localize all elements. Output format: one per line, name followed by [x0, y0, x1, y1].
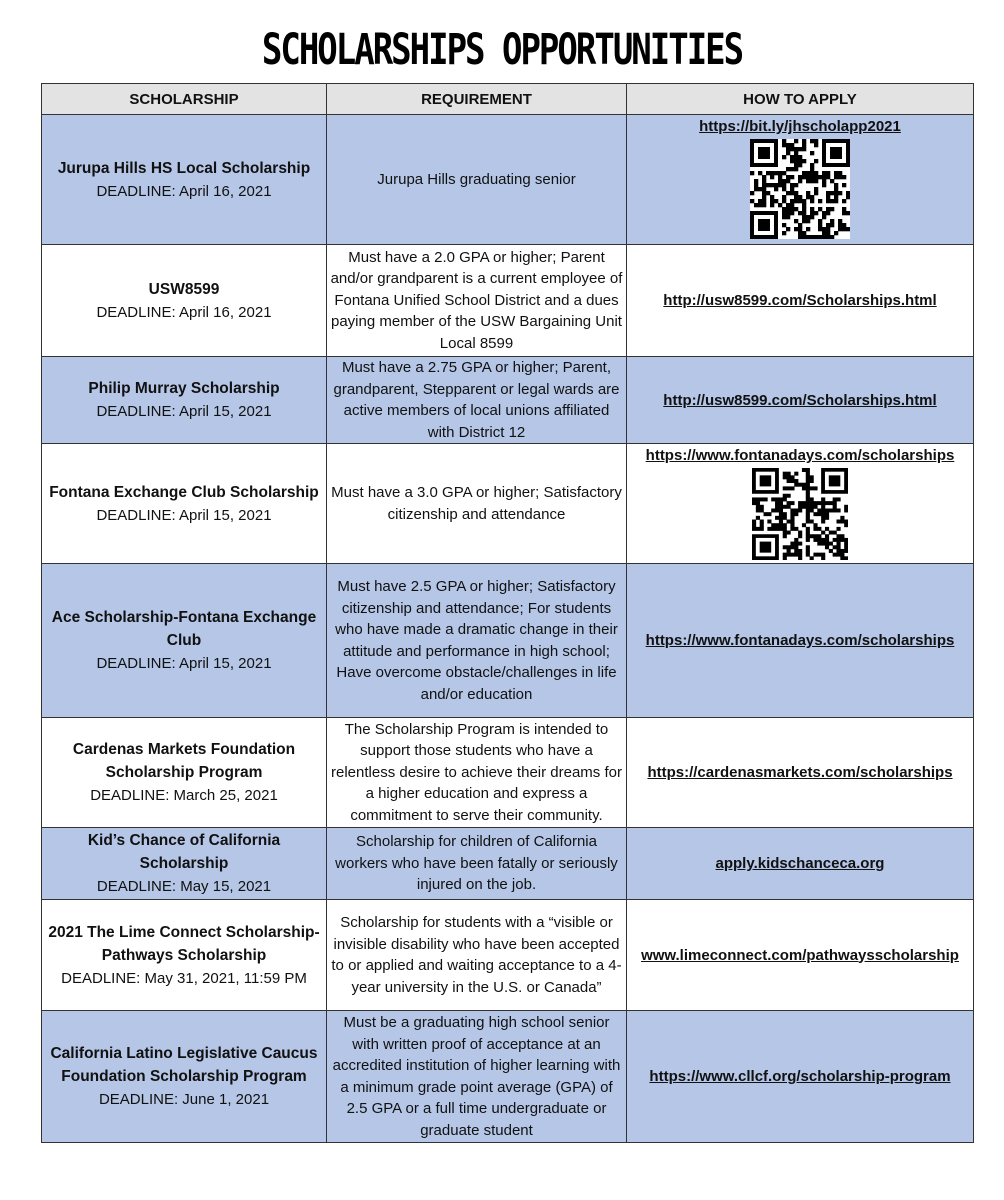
- scholarship-name: Kid’s Chance of California Scholarship: [87, 832, 281, 872]
- apply-link[interactable]: http://usw8599.com/Scholarships.html: [663, 292, 937, 309]
- scholarship-cell: [42, 444, 327, 564]
- header-row: [42, 84, 974, 115]
- table-row: [42, 245, 974, 357]
- header-requirement: REQUIREMENT: [327, 84, 627, 115]
- scholarship-deadline: DEADLINE: April 15, 2021: [96, 506, 272, 524]
- scholarship-deadline: DEADLINE: May 15, 2021: [96, 878, 272, 895]
- qr-code-icon: [752, 468, 848, 560]
- header-how-to-apply: HOW TO APPLY: [627, 84, 974, 115]
- apply-link[interactable]: apply.kidschanceca.org: [715, 855, 885, 872]
- requirement-cell: Scholarship for students with a “visible or invisible disability who have been accepted to or applied and waiting acceptance to a 4-year university in the U.S. or Canada”: [327, 900, 627, 1011]
- scholarship-cell: [42, 115, 327, 245]
- table-row: [42, 828, 974, 900]
- apply-link[interactable]: www.limeconnect.com/pathwaysscholarship: [641, 946, 959, 964]
- apply-link[interactable]: https://www.cllcf.org/scholarship-program: [649, 1068, 951, 1085]
- scholarship-cell: [42, 1011, 327, 1143]
- apply-cell: [627, 245, 974, 357]
- apply-cell: [627, 900, 974, 1011]
- scholarship-deadline: DEADLINE: March 25, 2021: [90, 787, 278, 804]
- scholarship-deadline: DEADLINE: April 16, 2021: [96, 182, 272, 200]
- qr-code-icon: [750, 139, 850, 239]
- requirement-cell: Scholarship for children of California workers who have been fatally or seriously injured on the job.: [327, 828, 627, 900]
- apply-cell: [627, 1011, 974, 1143]
- requirement-cell: The Scholarship Program is intended to support those students who have a relentless desire to achieve their dreams for a higher education and express a commitment to serve their community.: [327, 718, 627, 828]
- scholarship-deadline: DEADLINE: April 16, 2021: [96, 303, 272, 321]
- apply-link[interactable]: https://cardenasmarkets.com/scholarships: [647, 764, 953, 781]
- apply-cell: [627, 115, 974, 245]
- requirement-cell: Jurupa Hills graduating senior: [327, 115, 627, 245]
- table-row: [42, 115, 974, 245]
- scholarship-deadline: DEADLINE: June 1, 2021: [98, 1091, 270, 1108]
- scholarship-name: Jurupa Hills HS Local Scholarship: [57, 159, 311, 177]
- scholarship-name: USW8599: [148, 280, 220, 298]
- apply-link[interactable]: https://bit.ly/jhscholapp2021: [699, 118, 901, 135]
- page-title: SCHOLARSHIPS OPPORTUNITIES: [261, 25, 743, 75]
- scholarship-cell: [42, 245, 327, 357]
- scholarship-cell: [42, 900, 327, 1011]
- scholarship-name: Ace Scholarship-Fontana Exchange Club: [51, 609, 317, 649]
- apply-cell: [627, 564, 974, 718]
- apply-cell: [627, 828, 974, 900]
- apply-link[interactable]: https://www.fontanadays.com/scholarships: [645, 447, 955, 464]
- scholarship-cell: [42, 357, 327, 444]
- header-scholarship: SCHOLARSHIP: [42, 84, 327, 115]
- scholarship-name: Fontana Exchange Club Scholarship: [49, 483, 319, 501]
- scholarship-table: [41, 83, 974, 1143]
- table-row: [42, 444, 974, 564]
- table-row: [42, 900, 974, 1011]
- scholarship-name: California Latino Legislative Caucus Foundation Scholarship Program: [50, 1045, 318, 1085]
- scholarship-cell: [42, 718, 327, 828]
- scholarship-name: Philip Murray Scholarship: [88, 380, 280, 397]
- table-row: [42, 357, 974, 444]
- apply-cell: [627, 357, 974, 444]
- scholarship-name: Cardenas Markets Foundation Scholarship Program: [72, 741, 296, 781]
- requirement-cell: Must have a 2.75 GPA or higher; Parent, grandparent, Stepparent or legal wards are active members of local unions affiliated with District 12: [327, 357, 627, 444]
- apply-link[interactable]: http://usw8599.com/Scholarships.html: [663, 391, 937, 409]
- scholarship-name: 2021 The Lime Connect Scholarship- Pathways Scholarship: [48, 923, 320, 964]
- scholarship-deadline: DEADLINE: May 31, 2021, 11:59 PM: [61, 969, 307, 987]
- apply-link[interactable]: https://www.fontanadays.com/scholarships: [645, 632, 955, 649]
- requirement-cell: Must have a 3.0 GPA or higher; Satisfactory citizenship and attendance: [327, 444, 627, 564]
- scholarship-cell: [42, 564, 327, 718]
- table-row: [42, 1011, 974, 1143]
- apply-cell: [627, 718, 974, 828]
- scholarship-cell: [42, 828, 327, 900]
- table-row: [42, 718, 974, 828]
- requirement-cell: Must have 2.5 GPA or higher; Satisfactory citizenship and attendance; For students who have made a dramatic change in their attitude and performance in high school; Have overcome obstacle/challenges in life and/or education: [327, 564, 627, 718]
- table-row: [42, 564, 974, 718]
- scholarship-deadline: DEADLINE: April 15, 2021: [96, 655, 272, 672]
- scholarship-deadline: DEADLINE: April 15, 2021: [96, 403, 272, 420]
- requirement-cell: Must have a 2.0 GPA or higher; Parent and/or grandparent is a current employee of Fontana Unified School District and a dues paying member of the USW Bargaining Unit Local 8599: [327, 245, 627, 357]
- apply-cell: [627, 444, 974, 564]
- requirement-cell: Must be a graduating high school senior with written proof of acceptance at an accredited institution of higher learning with a minimum grade point average (GPA) of 2.5 GPA or a full time undergraduate or graduate student: [327, 1011, 627, 1143]
